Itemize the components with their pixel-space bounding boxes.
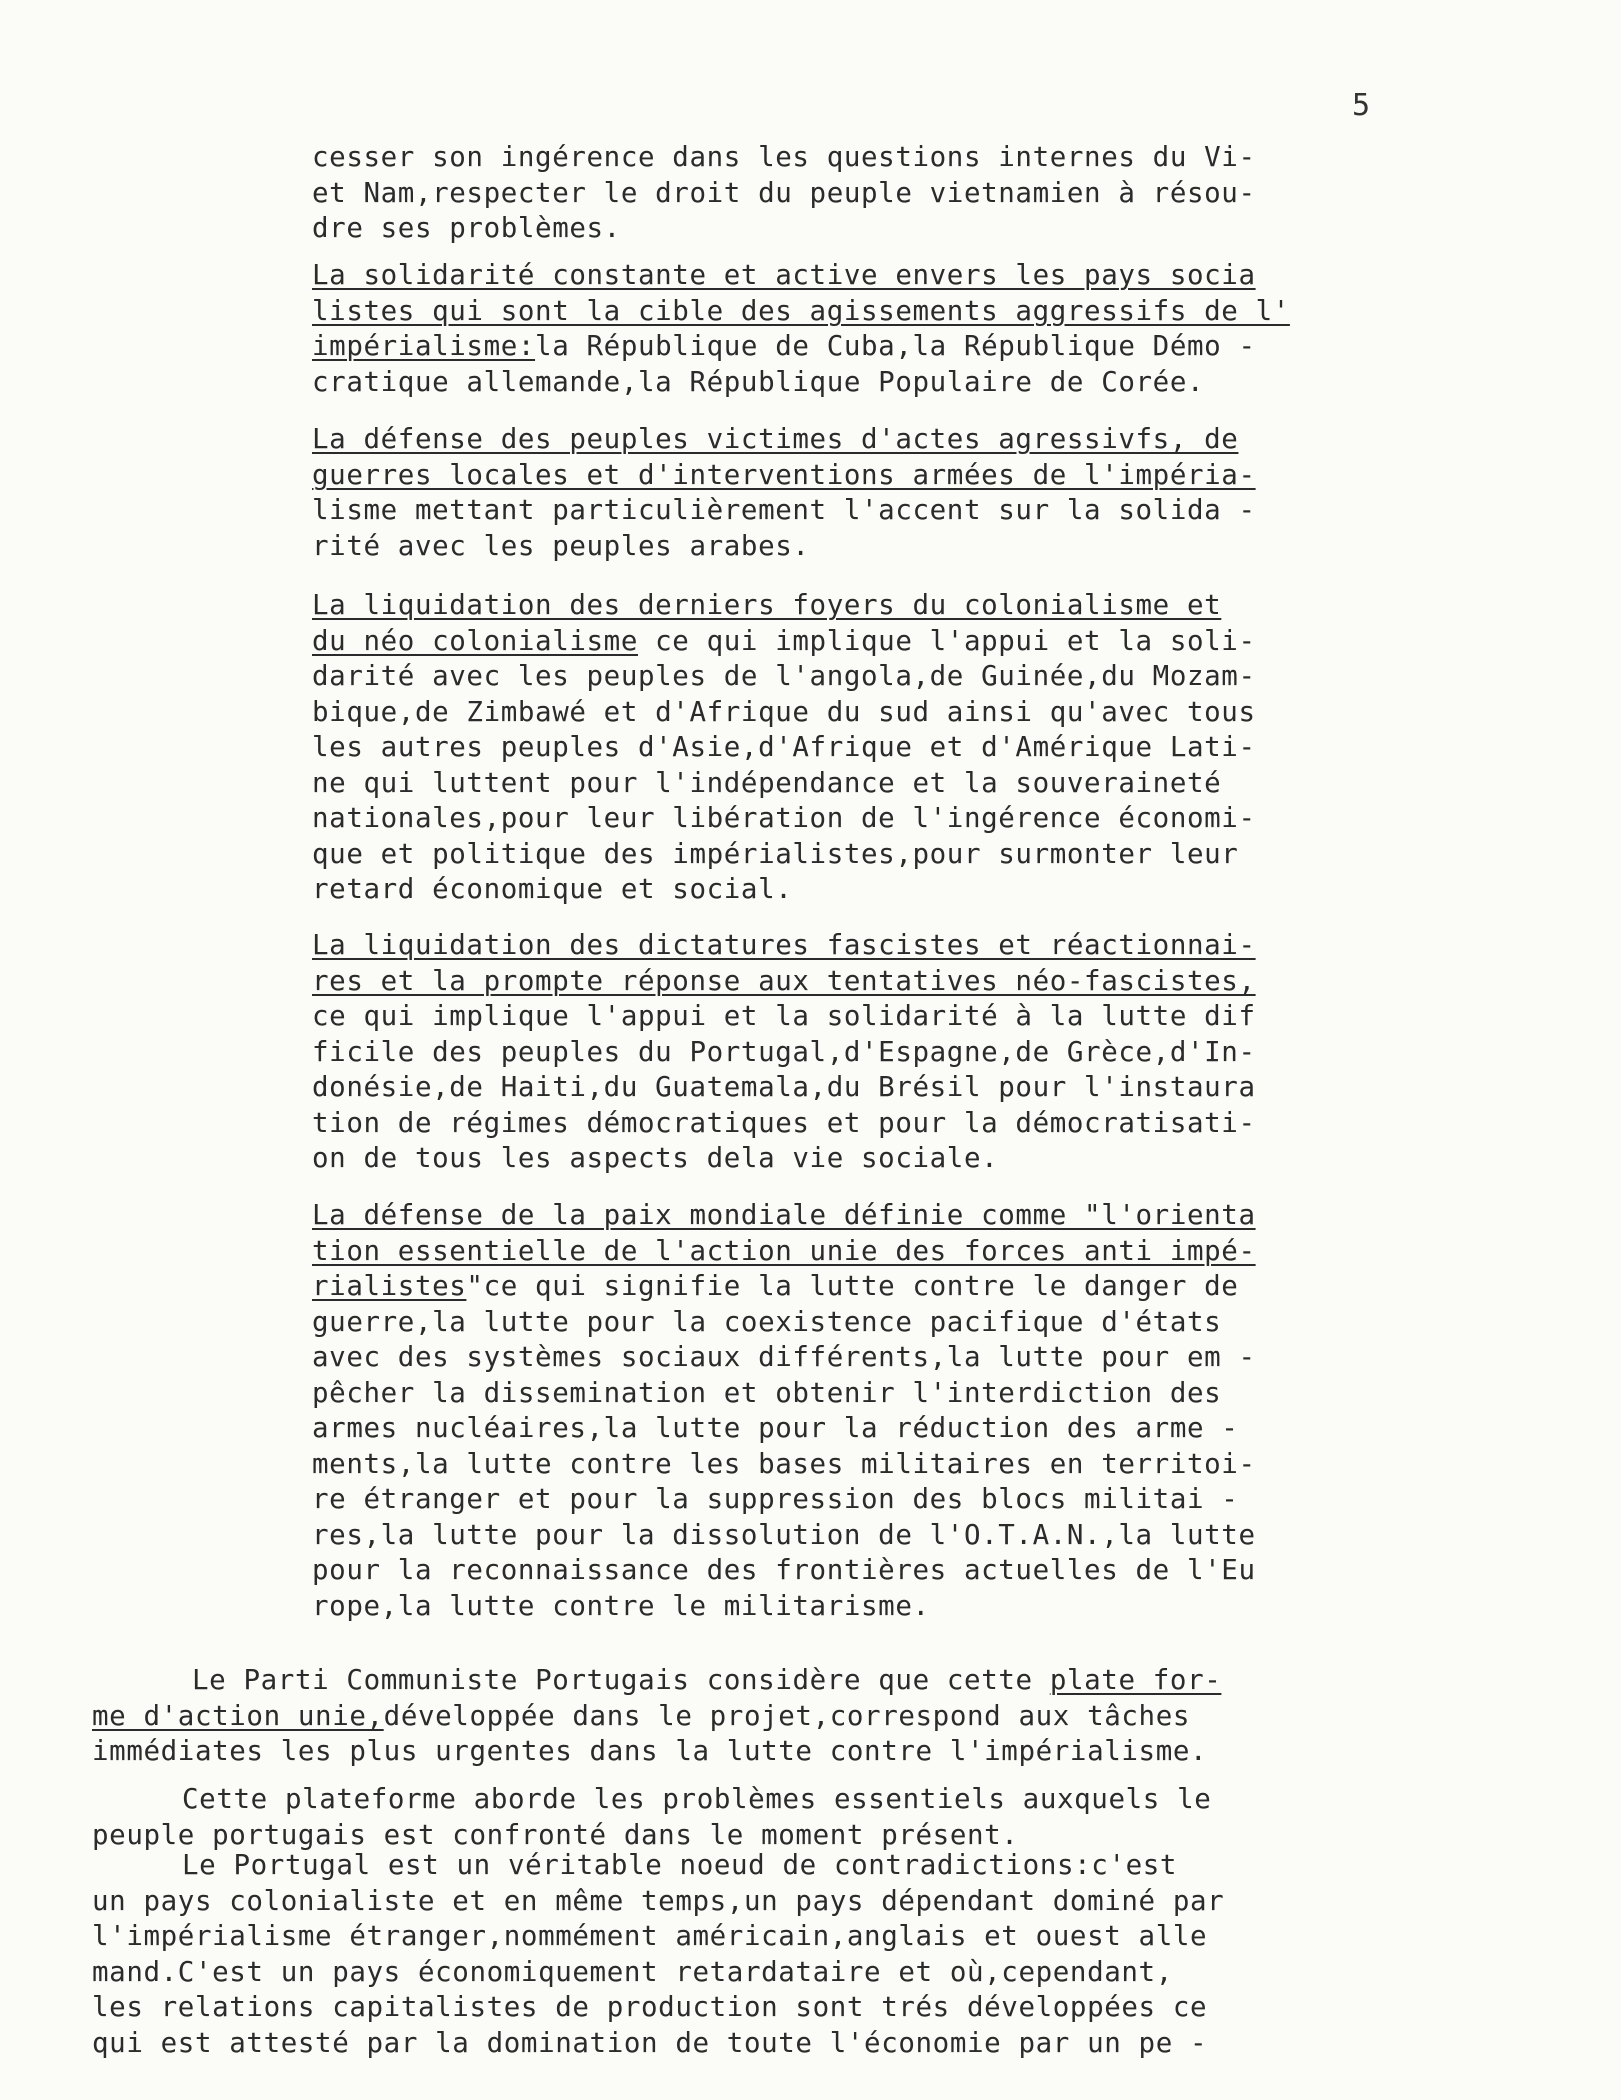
underlined-heading: guerres locales et d'interventions armées de l'impéria- — [312, 458, 1256, 491]
underlined-phrase: me d'action unie, — [92, 1699, 384, 1732]
text-line — [312, 964, 1432, 1000]
line-text: guerre,la lutte pour la coexistence pacifique d'états — [312, 1305, 1222, 1338]
text-line — [92, 1919, 1392, 1955]
text-line — [312, 1141, 1432, 1177]
line-text: ments,la lutte contre les bases militaires en territoi- — [312, 1447, 1256, 1480]
text-line — [92, 1848, 1392, 1884]
line-text: les relations capitalistes de production sont trés développées ce — [92, 1991, 1208, 2023]
line-text: armes nucléaires,la lutte pour la réduction des arme - — [312, 1412, 1239, 1444]
text-line — [312, 329, 1432, 365]
line-text: cratique allemande,la République Populaire de Corée. — [312, 365, 1205, 398]
text-line — [312, 1106, 1432, 1142]
line-text: qui est attesté par la domination de toute l'économie par un pe - — [92, 2026, 1208, 2059]
line-text: retard économique et social. — [312, 873, 793, 905]
line-text: pour la reconnaissance des frontières actuelles de l'Eu — [312, 1554, 1256, 1586]
body-paragraph — [92, 1663, 1392, 1770]
line-text: que et politique des impérialistes,pour surmonter leur — [312, 837, 1239, 870]
text-line — [92, 1782, 1392, 1818]
text-line — [312, 766, 1432, 802]
line-text: lisme mettant particulièrement l'accent sur la solida - — [312, 494, 1256, 526]
underlined-phrase: plate for- — [1049, 1664, 1222, 1696]
line-text: dre ses problèmes. — [312, 212, 621, 244]
text-line — [312, 1411, 1432, 1447]
text-line — [312, 493, 1432, 529]
line-text: immédiates les plus urgentes dans la lutte contre l'impérialisme. — [92, 1735, 1208, 1767]
text-line — [312, 1518, 1432, 1554]
text-line — [92, 1663, 1392, 1699]
body-paragraph — [92, 1782, 1392, 1853]
line-text: la République de Cuba,la République Démo - — [535, 330, 1256, 362]
line-text: avec des systèmes sociaux différents,la lutte pour em - — [312, 1341, 1256, 1373]
underlined-heading: La liquidation des dictatures fascistes et réactionnai- — [312, 929, 1256, 961]
text-line — [312, 365, 1432, 401]
line-text: Le Portugal est un véritable noeud de contradictions:c'est — [182, 1849, 1178, 1881]
text-line — [312, 529, 1432, 565]
text-line — [312, 928, 1432, 964]
text-line — [92, 1990, 1392, 2026]
text-line — [312, 1447, 1432, 1483]
text-line — [312, 1269, 1432, 1305]
text-line — [92, 1955, 1392, 1991]
line-text: cesser son ingérence dans les questions internes du Vi- — [312, 141, 1256, 173]
text-line — [312, 1198, 1432, 1234]
line-text: donésie,de Haiti,du Guatemala,du Brésil pour l'instaura — [312, 1071, 1256, 1103]
line-text: tion de régimes démocratiques et pour la démocratisati- — [312, 1106, 1256, 1139]
line-text: et Nam,respecter le droit du peuple vietnamien à résou- — [312, 176, 1256, 209]
text-line — [312, 258, 1432, 294]
text-line — [92, 1734, 1392, 1770]
text-line — [312, 801, 1432, 837]
text-line — [312, 659, 1432, 695]
line-text: un pays colonialiste et en même temps,un pays dépendant dominé par — [92, 1884, 1225, 1917]
text-line — [312, 1035, 1432, 1071]
line-text: rope,la lutte contre le militarisme. — [312, 1589, 930, 1622]
text-line — [312, 211, 1432, 247]
text-line — [92, 2026, 1392, 2062]
line-text: ce qui implique l'appui et la solidarité à la lutte dif — [312, 1000, 1256, 1032]
page-number: 5 — [1352, 88, 1371, 123]
line-text: Le Parti Communiste Portugais considère que cette — [192, 1664, 1050, 1696]
line-text: bique,de Zimbawé et d'Afrique du sud ainsi qu'avec tous — [312, 695, 1256, 728]
text-line — [312, 1340, 1432, 1376]
text-line — [312, 1070, 1432, 1106]
list-item — [312, 140, 1432, 247]
text-line — [92, 1699, 1392, 1735]
body-paragraph — [92, 1848, 1392, 2061]
underlined-heading: tion essentielle de l'action unie des forces anti impé- — [312, 1234, 1256, 1267]
list-item — [312, 422, 1432, 564]
text-line — [312, 176, 1432, 212]
text-line — [312, 730, 1432, 766]
text-line — [92, 1884, 1392, 1920]
underlined-heading: La défense de la paix mondiale définie comme "l'orienta — [312, 1199, 1256, 1231]
underlined-heading: du néo colonialisme — [312, 624, 638, 657]
text-line — [312, 1553, 1432, 1589]
line-text: rité avec les peuples arabes. — [312, 529, 810, 562]
line-text: nationales,pour leur libération de l'ingérence économi- — [312, 802, 1256, 834]
underlined-heading: La défense des peuples victimes d'actes agressivfs, de — [312, 423, 1239, 455]
list-item — [312, 928, 1432, 1177]
list-item — [312, 1198, 1432, 1624]
text-line — [312, 1376, 1432, 1412]
text-line — [312, 695, 1432, 731]
line-text: darité avec les peuples de l'angola,de Guinée,du Mozam- — [312, 660, 1256, 692]
line-text: peuple portugais est confronté dans le moment présent. — [92, 1818, 1019, 1851]
line-text: pêcher la dissemination et obtenir l'interdiction des — [312, 1376, 1222, 1409]
text-line — [312, 1482, 1432, 1518]
line-text: ficile des peuples du Portugal,d'Espagne,de Grèce,d'In- — [312, 1035, 1256, 1068]
line-text: mand.C'est un pays économiquement retardataire et où,cependant, — [92, 1955, 1173, 1988]
text-line — [312, 837, 1432, 873]
line-text: ce qui implique l'appui et la soli- — [637, 624, 1256, 657]
underlined-heading: rialistes — [312, 1270, 467, 1302]
text-line — [312, 624, 1432, 660]
text-line — [312, 872, 1432, 908]
line-text: res,la lutte pour la dissolution de l'O.T.A.N.,la lutte — [312, 1518, 1256, 1551]
underlined-heading: La solidarité constante et active envers les pays socia — [312, 259, 1256, 291]
text-line — [312, 458, 1432, 494]
underlined-heading: res et la prompte réponse aux tentatives néo-fascistes, — [312, 964, 1256, 997]
text-line — [312, 294, 1432, 330]
underlined-heading: La liquidation des derniers foyers du colonialisme et — [312, 589, 1222, 621]
text-line — [312, 1589, 1432, 1625]
text-line — [312, 588, 1432, 624]
line-text: Cette plateforme aborde les problèmes essentiels auxquels le — [182, 1783, 1212, 1815]
line-text: "ce qui signifie la lutte contre le danger de — [466, 1270, 1239, 1302]
line-text: les autres peuples d'Asie,d'Afrique et d'Amérique Lati- — [312, 731, 1256, 763]
line-text: l'impérialisme étranger,nommément américain,anglais et ouest alle — [92, 1920, 1208, 1952]
line-text: on de tous les aspects dela vie sociale. — [312, 1142, 999, 1174]
line-text: ne qui luttent pour l'indépendance et la souveraineté — [312, 766, 1222, 799]
line-text: développée dans le projet,correspond aux tâches — [383, 1699, 1191, 1732]
list-item — [312, 588, 1432, 908]
text-line — [312, 422, 1432, 458]
underlined-heading: impérialisme: — [312, 330, 536, 362]
text-line — [312, 1234, 1432, 1270]
text-line — [312, 1305, 1432, 1341]
line-text: re étranger et pour la suppression des blocs militai - — [312, 1483, 1239, 1515]
text-line — [312, 999, 1432, 1035]
list-item — [312, 258, 1432, 400]
underlined-heading: listes qui sont la cible des agissements aggressifs de l' — [312, 294, 1290, 327]
text-line — [312, 140, 1432, 176]
